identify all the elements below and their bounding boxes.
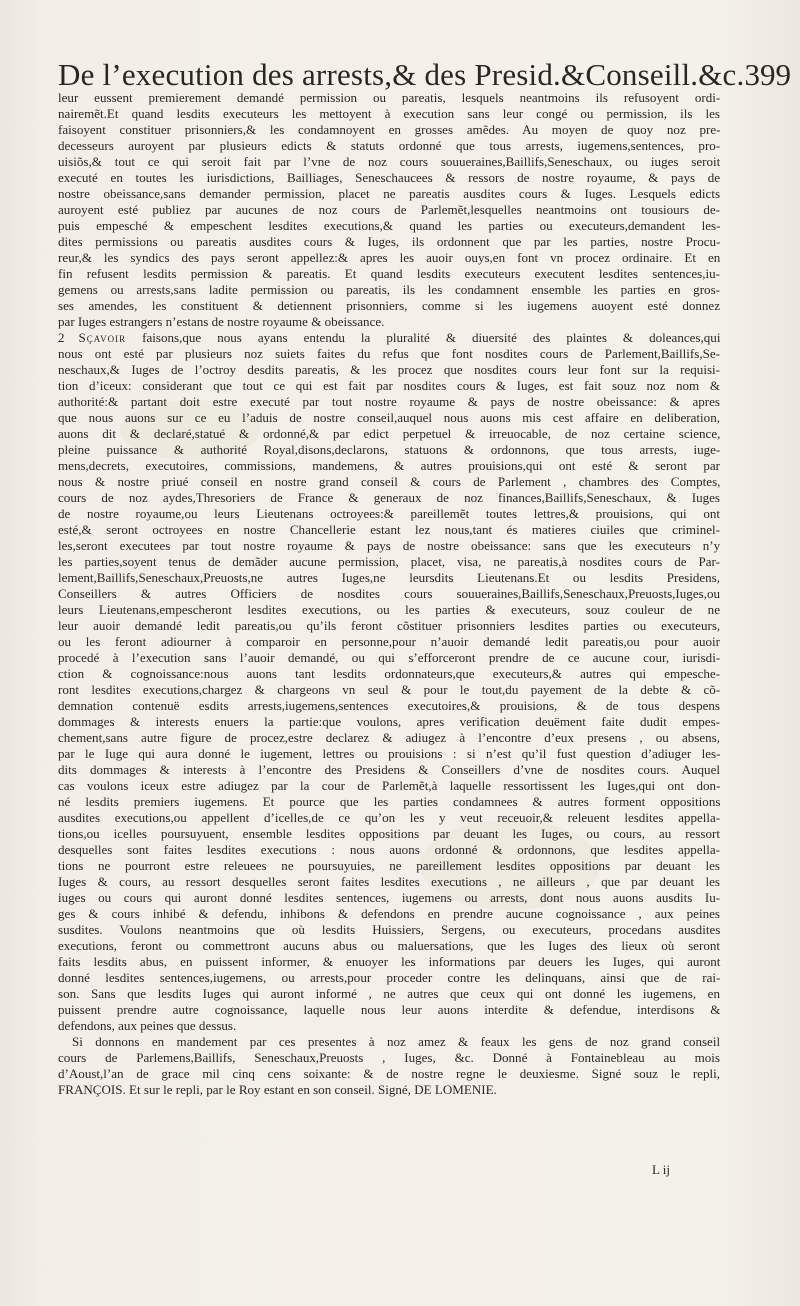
section-2-line: susdites. Voulons neantmoins que où lesdits Huissiers, Sergens, ou executeurs, procedans ausdites — [58, 922, 721, 937]
section-2-line: pleine puissance & authorité Royal,disons,declarons, statuons & ordonnons, que tous arrests, iuge- — [58, 442, 721, 457]
paragraph-1-line: ses amendes, les constituent & detiennent prisonniers, comme si les iugemens auoyent esté donnez — [58, 298, 720, 313]
closing-line: FRANÇOIS. Et sur le repli, par le Roy estant en son conseil. Signé, DE LOMENIE. — [58, 1082, 497, 1097]
section-2-line: né lesdits premiers iugemens. Et pource que les parties condamnees & autres forment oppositions — [58, 794, 721, 809]
section-2-line: son. Sans que lesdits Iuges qui auront informé , ne autres que ceux qui ont donné les iugemens, en — [58, 986, 720, 1001]
section-2-line: ront lesdites executions,chargez & chargeons vn seul & pour le tout,du payement de la debte & cõ- — [58, 682, 721, 697]
page-header — [58, 44, 791, 92]
section-2-line: faits lesdits abus, en puissent informer, & enuoyer les informations par deuers les Iuges, qui auront — [58, 954, 721, 969]
section-2-line: nous & nostre priué conseil en nostre grand conseil & cours de Parlement , chambres des Comptes, — [58, 474, 721, 489]
section-2-line: leurs Lieutenans,empescheront lesdites executions, ou les parties & executeurs, souz couleur de ne — [58, 602, 720, 617]
section-2-line: de nostre royaume,ou leurs Lieutenans octroyees:& pareillemẽt toutes lettres,& prouisions, qui ont — [58, 506, 720, 521]
section-2-line: par le Iuge qui aura donné le iugement, lettres ou prouisions : si n’est qu’il fust question d’adiuger les- — [58, 746, 721, 761]
section-text: faisons,que nous ayans entendu la pluralité & diuersité des plaintes & doleances,qui — [126, 330, 721, 345]
paragraph-1-line: nairemẽt.Et quand lesdits executeurs les mettoyent à execution sans leur congé ou permission, ils les — [58, 106, 720, 121]
section-2-line: procedé à l’execution sans l’auoir demandé, ou qui s’efforceront prendre de ce aucune cour, iurisdi- — [58, 650, 721, 665]
section-2-line: Conseillers & autres Officiers de nosdites cours souueraines,Baillifs,Seneschaux,Preuosts,Iuges,ou — [58, 586, 720, 601]
section-2-line: cours de noz aydes,Thresoriers de France & generaux de noz finances,Baillifs,Seneschaux, & Iuges — [58, 490, 720, 505]
section-2-line: dommages & interests enuers la partie:que voulons, apres verification deuëment faite dudit empes- — [58, 714, 720, 729]
section-2-line: tions ne pourront estre releuees ne poursuyuies, ne pareillement lesdites oppositions par deuant les — [58, 858, 720, 873]
section-2-line: auons dit & declaré,statué & ordonné,& par edict perpetuel & irreuocable, de noz certaine science, — [58, 426, 721, 441]
paragraph-1-line: nostre obeissance,sans demander permission, placet ne pareatis ausdites cours & Iuges. Lesquels edicts — [58, 186, 721, 201]
section-2-line: defendons, aux peines que dessus. — [58, 1018, 237, 1033]
section-2-line: leur auoir demandé ledit pareatis,ou qu’ils feront cõstituer prisonniers lesdites parties ou executeurs, — [58, 618, 721, 633]
section-2-line: les,seront executees par tout nostre royaume & pays de nostre obeissance: sans que les executeurs n’y — [58, 538, 721, 553]
paragraph-1-line: dites permissions ou pareatis ausdites cours & Iuges, ils ordonnent que par les parties, nostre Procu- — [58, 234, 721, 249]
paragraph-1-line: auroyent esté publiez par aucunes de noz cours de Parlemẽt,lesquelles neantmoins ont tousiours de- — [58, 202, 720, 217]
paragraph-1-line: par Iuges estrangers n’estans de nostre royaume & obeissance. — [58, 314, 385, 329]
signature-mark: L ij — [652, 1162, 670, 1177]
folio-number: 399 — [744, 57, 791, 92]
paragraph-1-line: faisoyent constituer prisonniers,& les condamnoyent en grosses amẽdes. Au moyen de quoy noz pre- — [58, 122, 721, 137]
section-2-line: demnation contenuë esdits arrests,iugemens,sentences executoires,& prouisions, & de tous despens — [58, 698, 720, 713]
section-2-line: les parties,soyent tenus de demãder aucune permission, placet, visa, ne pareatis,à nosdites cours de Par- — [58, 554, 720, 569]
section-2-line: executions, feront ou commettront aucuns abus ou maluersations, que les Iuges des lieux où seront — [58, 938, 720, 953]
paragraph-1-line: reur,& les syndics des pays seront appellez:& apres les auoir ouys,en font vn procez ordinaire. Et en — [58, 250, 721, 265]
section-2-line: dits dommages & interests à l’encontre des Presidens & Conseillers d’vne de nosdites cours. Auquel — [58, 762, 720, 777]
paragraph-1-line: puis empesché & empeschent lesdites executions,& quand les parties ou executeurs,demandent les- — [58, 218, 721, 233]
closing-line: Si donnons en mandement par ces presentes à noz amez & feaux les gens de noz grand conseil — [72, 1034, 721, 1049]
section-2-line: donné lesdites sentences,iugemens, ou arrests,pour proceder contre les delinquans, ainsi que de rai- — [58, 970, 721, 985]
section-2-line: esté,& seront octroyees en nostre Chancellerie estant lez nous,tant és matieres ciuiles que criminel- — [58, 522, 720, 537]
paragraph-1-line: decesseurs auroyent par plusieurs edicts & statuts ordonné que tous arrests, iugemens,sentences, pro- — [58, 138, 721, 153]
section-2-line: chement,sans autre figure de procez,estre declarez & adiugez à l’encontre d’eux presens , ou absens, — [58, 730, 720, 745]
section-2-line: puissent prendre autre cognoissance, laquelle nous leur auons interdite & defendue, interdisons & — [58, 1002, 721, 1017]
paragraph-1-line: leur eussent premierement demandé permission ou pareatis, lesquels neantmoins ils refusoyent ordi- — [58, 90, 721, 105]
paragraph-1-line: uisiõs,& tout ce qui seroit fait par l’vne de noz cours souueraines,Baillifs,Seneschaux, ou iuges seroit — [58, 154, 721, 169]
section-2-line: ction & cognoissance:nous auons tant lesdits ordonnateurs,que executeurs,& autres qui empesche- — [58, 666, 721, 681]
section-number: 2 — [58, 330, 65, 345]
section-2-line: que nous auons sur ce eu l’aduis de nostre conseil,auquel nous auons mis cest affaire en deliberation, — [58, 410, 720, 425]
paragraph-1-line: gemens ou arrests,sans ladite permission ou pareatis, ils les condamnent ensemble les parties en gros- — [58, 282, 720, 297]
section-2-line: authorité:& partant doit estre executé par tout nostre royaume & pays de nostre obeissance: & apres — [58, 394, 720, 409]
section-2-line: ausdites executions,ou appellent d’icelles,de ce qu’on les y veut receuoir,& releuent lesdites appella- — [58, 810, 721, 825]
section-2-line: lement,Baillifs,Seneschaux,Preuosts,ne autres Iuges,ne leursdits Lieutenans.Et ou lesdits Presidens, — [58, 570, 720, 585]
section-2-line: neschaux,& Iuges de l’octroy desdits pareatis, & les procez que nosdites cours leur font sur la requisi- — [58, 362, 720, 377]
section-2-first-line — [58, 330, 720, 346]
paragraph-1-line: executé en toutes les iurisdictions, Bailliages, Seneschaucees & ressors de nostre royaume, & pays de — [58, 170, 721, 185]
closing-line: cours de Parlemens,Baillifs, Seneschaux,Preuosts , Iuges, &c. Donné à Fontainebleau au mois — [58, 1050, 720, 1065]
section-2-line: tion d’iceux: considerant que tout ce qui est fait par nosdites cours & Iuges, est fait souz noz nom & — [58, 378, 720, 393]
paragraph-1-line: fin refusent lesdits permission & pareatis. Et quand lesdits executeurs executent lesdites sentences,iu- — [58, 266, 720, 281]
section-2-line: cas voulons iceux estre adiugez par la cour de Parlemẽt,à laquelle ressortissent les Iuges,qui ont don- — [58, 778, 721, 793]
running-title: De l’execution des arrests,& des Presid.&Conseill.&c. — [58, 57, 745, 92]
section-2-line: desquelles sont faites lesdites executions : nous auons ordonné & ordonnons, que lesdites appella- — [58, 842, 720, 857]
closing-line: d’Aoust,l’an de grace mil cinq cens soixante: & de nostre regne le deuxiesme. Signé souz le repli, — [58, 1066, 720, 1081]
section-2-line: iuges ou cours qui auront donné lesdites sentences, iugemens ou arrests, dont nous auons ausdits Iu- — [58, 890, 721, 905]
section-2-line: tions,ou icelles poursuyuent, ensemble lesdites oppositions par deuant les Iuges, ou cours, au ressort — [58, 826, 720, 841]
section-2-line: ou les feront adiourner à comparoir en personne,pour n’auoir demandé ledit pareatis,ou pour auoir — [58, 634, 720, 649]
section-2-line: Iuges & cours, au ressort desquelles seront faites lesdites executions , ne ailleurs , que par deuant les — [58, 874, 720, 889]
section-2-line: mens,decrets, executoires, commissions, mandemens, & autres prouisions,qui ont esté & seront par — [58, 458, 720, 473]
section-2-line: nous ont esté par plusieurs noz suiets faites du refus que font nosdites cours de Parlement,Baillifs,Se- — [58, 346, 720, 361]
section-2-line: ges & cours inhibé & defendu, inhibons & defendons en prendre aucune cognoissance , aux peines — [58, 906, 720, 921]
section-lead-word: Sçavoir — [78, 330, 127, 345]
body-text — [58, 90, 720, 1098]
